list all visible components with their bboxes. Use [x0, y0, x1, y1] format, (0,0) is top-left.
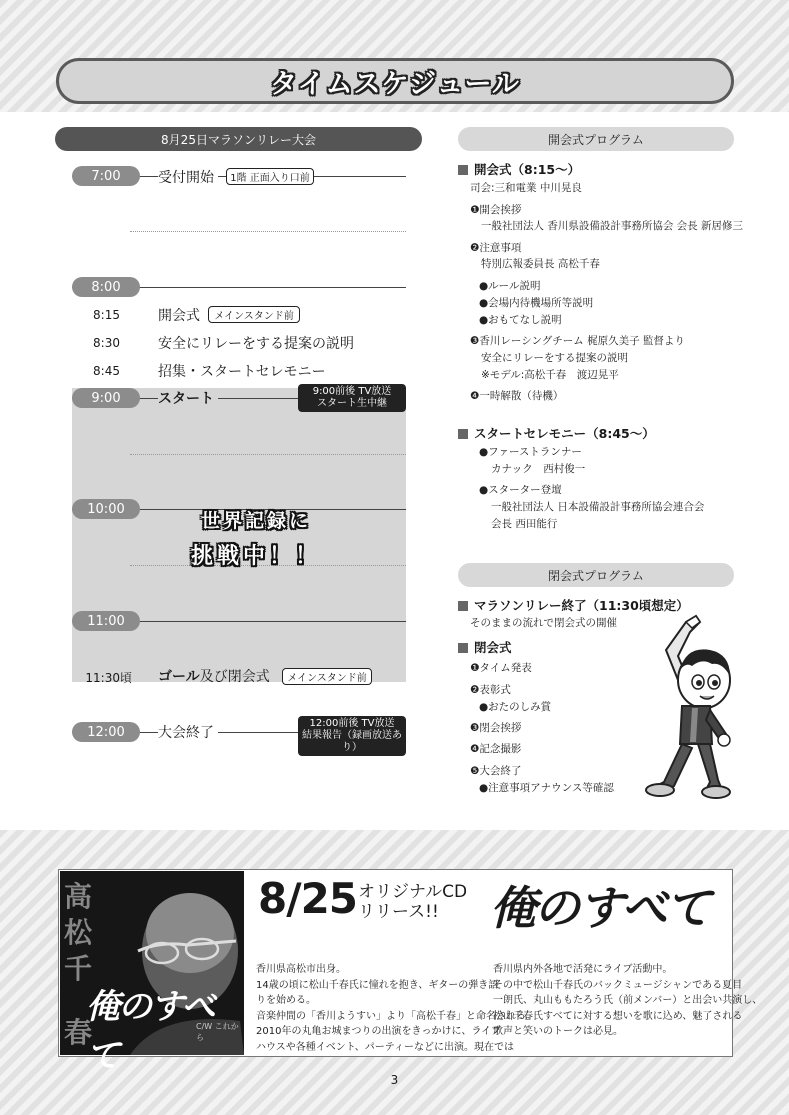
opening-line: ❸香川レーシングチーム 梶原久美子 監督より — [470, 335, 685, 347]
world-record-line2: 挑戦中！！ — [190, 544, 321, 569]
bullet-square — [458, 429, 468, 439]
cd-release-label — [358, 882, 467, 922]
closing-line: ❸閉会挨拶 — [470, 722, 522, 734]
tv-end-line1: 12:00前後 TV放送 — [309, 718, 395, 729]
bio-line: 2010年の丸亀お城まつりの出演をきっかけに、ライブ — [256, 1026, 501, 1037]
opening-mc: 司会:三和電業 中川晃良 — [470, 182, 582, 194]
bullet-square — [458, 601, 468, 611]
time-11: 11:00 — [72, 611, 140, 631]
item-opening: 開会式 — [158, 308, 200, 324]
item-gathering: 招集・スタートセレモニー — [158, 364, 326, 380]
cd-label-line1: オリジナルCD — [358, 882, 468, 902]
opening-line: ❹一時解散（待機） — [470, 390, 564, 402]
bio-line: 音楽仲間の「香川ようすい」より「高松千春」と命名される。 — [256, 1010, 536, 1022]
item-start: スタート — [158, 388, 218, 408]
closing-line: ❶タイム発表 — [470, 662, 532, 674]
closing-line: ❺大会終了 — [470, 765, 522, 777]
opening-line: ●ルール説明 — [479, 280, 541, 292]
opening-line: 安全にリレーをする提案の説明 — [481, 352, 628, 364]
reception-location: 1階 正面入り口前 — [226, 168, 314, 185]
time-1130: 11:30頃 — [85, 671, 132, 685]
artist-name-char: 松 — [64, 916, 93, 949]
opening-line: ❶開会挨拶 — [470, 204, 522, 216]
opening-line: ❷注意事項 — [470, 242, 522, 254]
bullet-square — [458, 643, 468, 653]
tv-broadcast-end — [298, 716, 406, 756]
opening-line: ●会場内待機場所等説明 — [479, 297, 594, 309]
page-number: 3 — [390, 1073, 399, 1087]
item-reception: 受付開始 — [158, 167, 218, 187]
bio-line: 香川県内外各地で活発にライブ活動中。 — [493, 964, 673, 975]
start-line: ●ファーストランナー — [479, 446, 582, 458]
page-title: タイムスケジュール — [270, 68, 520, 100]
opening-line: 一般社団法人 香川県設備設計事務所協会 会長 新居修三 — [481, 220, 744, 232]
bio-line: その中で松山千春氏のバックミュージシャンである夏目 — [493, 979, 743, 991]
artist-photo — [60, 871, 244, 1076]
cd-label-line2: リリース!! — [358, 902, 439, 922]
bio-line: 一朗氏、丸山ももたろう氏（前メンバー）と出会い共演し、 — [493, 995, 763, 1006]
half-hour-line — [130, 231, 406, 232]
opening-ceremony-title-text: 開会式（8:15～） — [474, 162, 581, 177]
opening-line: ●おもてなし説明 — [479, 314, 562, 326]
world-record-callout — [140, 506, 372, 570]
tv-end-line2: 結果報告（録画放送あり） — [302, 730, 402, 753]
relay-end-title-text: マラソンリレー終了（11:30頃想定） — [474, 598, 689, 613]
closing-line: ❷表彰式 — [470, 684, 511, 696]
title-banner — [56, 58, 734, 104]
world-record-line1: 世界記録に — [200, 510, 311, 532]
start-ceremony-title-text: スタートセレモニー（8:45～） — [474, 426, 655, 441]
goal-location: メインスタンド前 — [282, 668, 372, 685]
bio-line: ハウスや各種イベント、パーティーなどに出演。現在では — [256, 1041, 514, 1053]
time-12: 12:00 — [72, 722, 140, 742]
time-8: 8:00 — [72, 277, 140, 297]
mascot-illustration — [626, 610, 736, 802]
bio-line: 14歳の頃に松山千春氏に憧れを抱き、ギターの弾き語 — [256, 979, 499, 991]
tv-broadcast-start — [298, 384, 406, 412]
bio-line: 歌声と笑いのトークは必見。 — [493, 1026, 623, 1037]
closing-title-text: 閉会式 — [474, 640, 512, 655]
opening-location: メインスタンド前 — [208, 306, 300, 323]
bio-right — [493, 962, 762, 1040]
artist-name-char: 春 — [64, 1016, 93, 1049]
time-830: 8:30 — [93, 336, 120, 350]
item-goal — [158, 666, 270, 686]
half-hour-line — [130, 454, 406, 455]
opening-line: ※モデル:高松千春 渡辺晃平 — [481, 369, 619, 381]
opening-ceremony-title — [458, 160, 580, 178]
opening-program-header: 開会式プログラム — [458, 127, 734, 151]
start-line: 一般社団法人 日本設備設計事務所協会連合会 — [491, 501, 705, 513]
closing-line: ●おたのしみ賞 — [479, 701, 552, 713]
item-proposal: 安全にリレーをする提案の説明 — [158, 336, 354, 352]
event-header: 8月25日マラソンリレー大会 — [55, 127, 422, 151]
start-line: カナック 西村俊一 — [491, 463, 586, 475]
bio-line: 松山千春氏すべてに対する想いを歌に込め、魅了される — [493, 1010, 743, 1022]
bio-line: 香川県高松市出身。 — [256, 964, 346, 975]
closing-label: 及び閉会式 — [199, 669, 270, 685]
time-815: 8:15 — [93, 308, 120, 322]
bio-line: りを始める。 — [256, 995, 316, 1006]
release-date: 8/25 — [258, 874, 358, 923]
time-10: 10:00 — [72, 499, 140, 519]
closing-line: ●注意事項アナウンス等確認 — [479, 782, 614, 794]
time-9: 9:00 — [72, 388, 140, 408]
cd-title: 俺のすべて — [490, 881, 710, 935]
closing-title — [458, 638, 512, 656]
opening-line: 特別広報委員長 高松千春 — [481, 258, 600, 270]
start-ceremony-title — [458, 424, 655, 442]
start-line: 会長 西田能行 — [491, 518, 558, 530]
photo-cd-title: 俺のすべて — [86, 987, 214, 1076]
closing-program-header: 閉会式プログラム — [458, 563, 734, 587]
tv-start-line2: スタート生中継 — [317, 398, 387, 409]
bullet-square — [458, 165, 468, 175]
goal-label: ゴール — [158, 669, 200, 685]
artist-name-char: 高 — [64, 880, 93, 913]
relay-end-note: そのままの流れで閉会式の開催 — [470, 617, 617, 629]
tv-start-line1: 9:00前後 TV放送 — [312, 386, 392, 397]
photo-credit: C/W これから — [196, 1022, 239, 1042]
closing-line: ❹記念撮影 — [470, 743, 522, 755]
item-end: 大会終了 — [158, 722, 218, 742]
time-845: 8:45 — [93, 364, 120, 378]
artist-name-char: 千 — [64, 952, 93, 985]
time-7: 7:00 — [72, 166, 140, 186]
start-line: ●スターター登壇 — [479, 484, 562, 496]
